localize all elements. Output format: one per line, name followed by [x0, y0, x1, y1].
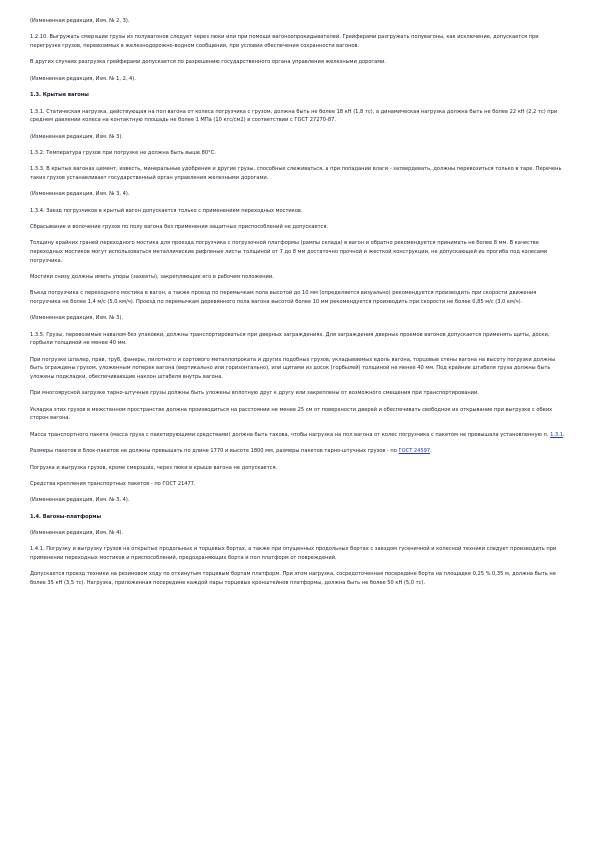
paragraph: Укладка этих грузов в межстенном пространстве должна производиться на расстоянии не менее 25 см от поверхности дверей и обеспечивать свободное их открывание при выгрузке с обеих сторон вагона.	[30, 406, 553, 422]
paragraph: Допускается проезд техники на резиновом ходу по откинутым торцевым бортам платформ. При этом нагрузка, сосредоточенная посередине борта на площадке 0,25 % 0,35 м, должна быть не более 35 кН (3,5 тс). Нагрузка, приложенная посередине каждой пары торцевых кронштейнов платформы, должна быть не более 50 кН (5,0 тс).	[30, 571, 556, 587]
revision-note: (Измененная редакция, Изм. № 3).	[30, 315, 123, 322]
revision-note: (Измененная редакция, Изм. № 3, 4).	[30, 191, 130, 198]
paragraph: Толщину крайних граней переходного мостика для проезда погрузчика с погрузочной платформы (рампы склада) в вагон и обратно рекомендуется принимать не более 8 мм. В качестве переходных мостиков могут использоваться металлические рифленые листы толщиной от 7 до 8 мм достаточно прочной и жесткой конструкции, не допускающей их прогиба под колесами погрузчика.	[30, 240, 548, 264]
paragraph: При погрузке шпалер, прав, труб, фанеры, пилотного и сортового металлопроката и других подобных грузов, укладываемых вдоль вагона, торцовые стены вагона на высоту погрузки должны быть ограждены грузом, уложенным поперек вагона (вертикально или горизонтально), или щитами из досок (горбылей) толщиной не менее 40 мм. Под крайние штабеля груза должны быть уложены подкладки, обеспечивающие наклон штабеля внутрь вагона.	[30, 356, 556, 380]
paragraph: Погрузка и выгрузка грузов, кроме смерзших, через люки в крыше вагона не допускается.	[30, 464, 278, 471]
revision-note: (Измененная редакция, Изм. № 4).	[30, 530, 123, 537]
paragraph-text: Размеры пакетов в блок-пакетов не должны превышать по длине 1770 и высоте 1800 мм, размеры пакетов тарно-штучных грузов - по	[30, 448, 399, 455]
document-body	[30, 17, 566, 595]
paragraph-text: .	[430, 448, 432, 455]
paragraph-1-2-10: 1.2.10. Выгружать смерзшие грузы из полувагонов следует через люки или при помощи вагоноопрокидывателей. Грейферами разгружать полувагоны, как исключение, допускается при перегрузке грузов, перевозимых в железнодорожно-водном сообщении, при условии обеспечения сохранности вагонов.	[30, 34, 539, 49]
revision-note: (Измененная редакция, Изм. № 3).	[30, 133, 123, 140]
paragraph	[30, 431, 566, 440]
paragraph-text: .	[563, 431, 565, 438]
paragraph-1-3-3: 1.3.3. В крытых вагонах цемент, известь, минеральные удобрения и другие грузы, способные слеживаться, а при попадании влаги - затвердевать, должны перевозиться только в таре. Перечень таких грузов устанавливает государственный орган управления железными дорогами.	[30, 166, 562, 181]
paragraph	[30, 447, 566, 456]
paragraph: В других случаях разгрузка грейферами допускается по разрешению государственного органа управления железными дорогами.	[30, 59, 387, 66]
paragraph: Средства крепления транспортных пакетов - по ГОСТ 21477.	[30, 480, 196, 487]
link-gost-24597[interactable]: ГОСТ 24597	[398, 448, 431, 455]
paragraph-1-3-5: 1.3.5. Грузы, перевозимые навалом без упаковки, должны транспортироваться при дверных заграждениях. Для заграждения дверных проемов вагонов допускается применять щиты, доски, горбыли толщиной не менее 40 мм.	[30, 331, 550, 347]
paragraph: При многоярусной загрузке тарно-штучные грузы должны быть уложены вплотную друг к другу или закреплены от возможного смещения при транспортировании.	[30, 390, 479, 397]
paragraph-text: Масса транспортного пакета (масса груза с пакетирующими средствами) должна быть такова, чтобы нагрузка на пол вагона от колес погрузчика с пакетом не превышала установленную п.	[30, 431, 551, 438]
revision-note: (Измененная редакция, Изм. № 1, 2, 4).	[30, 75, 136, 82]
paragraph: Мостики снизу должны иметь упоры (захваты), закрепляющие его в рабочем положении.	[30, 274, 274, 281]
paragraph-1-3-4: 1.3.4. Заезд погрузчиков в крытый вагон допускается только с применением переходных мостиков.	[30, 207, 303, 214]
paragraph-1-4-1: 1.4.1. Погрузку и выгрузку грузов на открытых продольных и торцевых бортах, а также при опущенных продольных бортах с заездом гусеничной и колесной техники следует производить при применении переходных мостиков и приспособлений, предохраняющих борта и пол платформ от повреждений.	[30, 546, 557, 562]
paragraph: Сбрасывание и волочение грузов по полу вагона без применения защитных приспособлений не допускается.	[30, 224, 329, 231]
revision-note: (Измененная редакция, Изм. № 2, 3).	[30, 18, 130, 24]
section-heading-1-3: 1.3. Крытые вагоны	[30, 92, 89, 99]
paragraph-1-3-1: 1.3.1. Статическая нагрузка, действующая на пол вагона от колеса погрузчика с грузом, должна быть не более 18 кН (1,8 тс), а динамическая нагрузка должна быть не более 22 кН (2,2 тс) при среднем давлении колеса на контактную площадь не более 1 МПа (10 кгс/см2) в соответствии с ГОСТ 27270-87.	[30, 108, 558, 124]
paragraph-1-3-2: 1.3.2. Температура грузов при погрузке не должна быть выше 80°С.	[30, 149, 216, 156]
paragraph: Въезд погрузчика с переходного мостика в вагон, а также проезд по перемычкам пола высотой до 10 мм (определяется визуально) рекомендуется производить при скорости движения погрузчика не более 1,4 м/с (5,0 км/ч). Проезд по перемычкам деревянного пола вагона высотой более 10 мм рекомендуется производить при скорости не более 0,85 м/с (3,0 км/ч).	[30, 290, 537, 306]
link-clause-1-3-1[interactable]: 1.3.1	[550, 431, 564, 438]
section-heading-1-4: 1.4. Вагоны-платформы	[30, 513, 102, 520]
revision-note: (Измененная редакция, Изм. № 3, 4).	[30, 497, 130, 504]
